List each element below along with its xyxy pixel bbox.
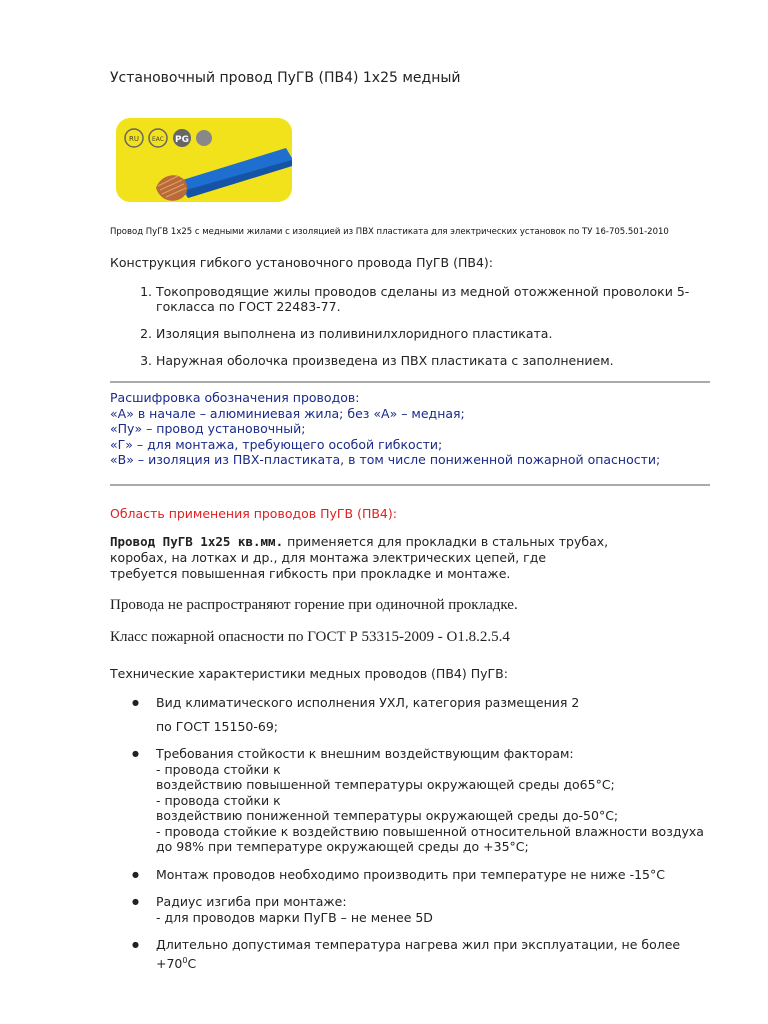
product-image [116, 118, 292, 202]
list-item [156, 894, 716, 925]
eac-logo: EAC [152, 136, 164, 143]
list-item [156, 746, 716, 855]
construction-list [110, 284, 716, 380]
spec-line [156, 953, 716, 972]
fire-propagation-note: Провода не распространяют горение при одиночной прокладке. [110, 597, 518, 613]
area-text-line: применяется для прокладки в стальных трубах, [283, 534, 609, 549]
construction-title: Конструкция гибкого установочного провода ПуГВ (ПВ4): [110, 255, 493, 270]
spec-line: ● Монтаж проводов необходимо производить при температуре не ниже -15°С [156, 866, 665, 882]
spec-line: воздействию повышенной температуры окружающей среды до65°С; [156, 777, 615, 792]
decode-title: Расшифровка обозначения проводов: [110, 390, 360, 405]
decode-block [110, 390, 660, 468]
product-description: Провод ПуГВ 1х25 с медными жилами с изоляцией из ПВХ пластиката для электрических установок по ТУ 16-705.501-2010 [110, 227, 669, 237]
area-text-line: коробах, на лотках и др., для монтажа электрических цепей, где [110, 550, 547, 565]
page-title: Установочный провод ПуГВ (ПВ4) 1х25 медный [110, 70, 461, 86]
area-text-line: требуется повышенная гибкость при прокладке и монтаже. [110, 566, 511, 581]
spec-line: до 98% при температуре окружающей среды до +35°С; [156, 839, 529, 854]
spec-line: - провода стойки к [156, 761, 281, 777]
tech-specs-list [110, 695, 716, 983]
spec-line: ● Длительно допустимая температура нагрева жил при эксплуатации, не более [156, 937, 681, 952]
list-item: 2. Изоляция выполнена из поливинилхлоридного пластиката. [156, 326, 716, 341]
decode-line: «В» – изоляция из ПВХ-пластиката, в том числе пониженной пожарной опасности; [110, 452, 661, 467]
decode-line: «Пу» – провод установочный; [110, 421, 306, 436]
application-area-text [110, 534, 670, 582]
list-item [156, 937, 716, 971]
divider [110, 484, 710, 486]
spec-line: по ГОСТ 15150-69; [156, 718, 278, 734]
list-item [156, 695, 716, 734]
pg-logo: PG [175, 135, 189, 145]
spec-line: - для проводов марки ПуГВ – не менее 5D [156, 909, 433, 925]
ru-logo: RU [129, 135, 139, 143]
fire-class-note: Класс пожарной опасности по ГОСТ Р 53315-2009 - О1.8.2.5.4 [110, 629, 510, 645]
tech-specs-title: Технические характеристики медных проводов (ПВ4) ПуГВ: [110, 666, 508, 681]
spec-line: - провода стойки к [156, 792, 281, 808]
list-item: 3. Наружная оболочка произведена из ПВХ пластиката с заполнением. [156, 353, 716, 368]
application-area-title: Область применения проводов ПуГВ (ПВ4): [110, 506, 397, 521]
decode-line: «Г» – для монтажа, требующего особой гибкости; [110, 436, 443, 452]
product-name-bold: Провод ПуГВ 1х25 кв.мм. [110, 534, 284, 549]
list-item: 1. Токопроводящие жилы проводов сделаны из медной отожженной проволоки 5-гокласса по ГОСТ 22483-77. [156, 284, 716, 314]
spec-line: ● Вид климатического исполнения УХЛ, категория размещения 2 [156, 695, 580, 710]
divider [110, 381, 710, 383]
heat-value: +70 [156, 955, 183, 971]
degree-sup: 0 [182, 955, 188, 965]
heat-unit: С [187, 955, 197, 971]
list-item [156, 867, 716, 883]
spec-line: ● Требования стойкости к внешним воздействующим факторам: [156, 746, 574, 761]
decode-line: «А» в начале – алюминиевая жила; без «А» – медная; [110, 405, 465, 421]
spec-line: воздействию пониженной температуры окружающей среды до-50°С; [156, 808, 619, 823]
spec-line: ● Радиус изгиба при монтаже: [156, 894, 347, 909]
spec-line: - провода стойкие к воздействию повышенной относительной влажности воздуха [156, 823, 704, 839]
